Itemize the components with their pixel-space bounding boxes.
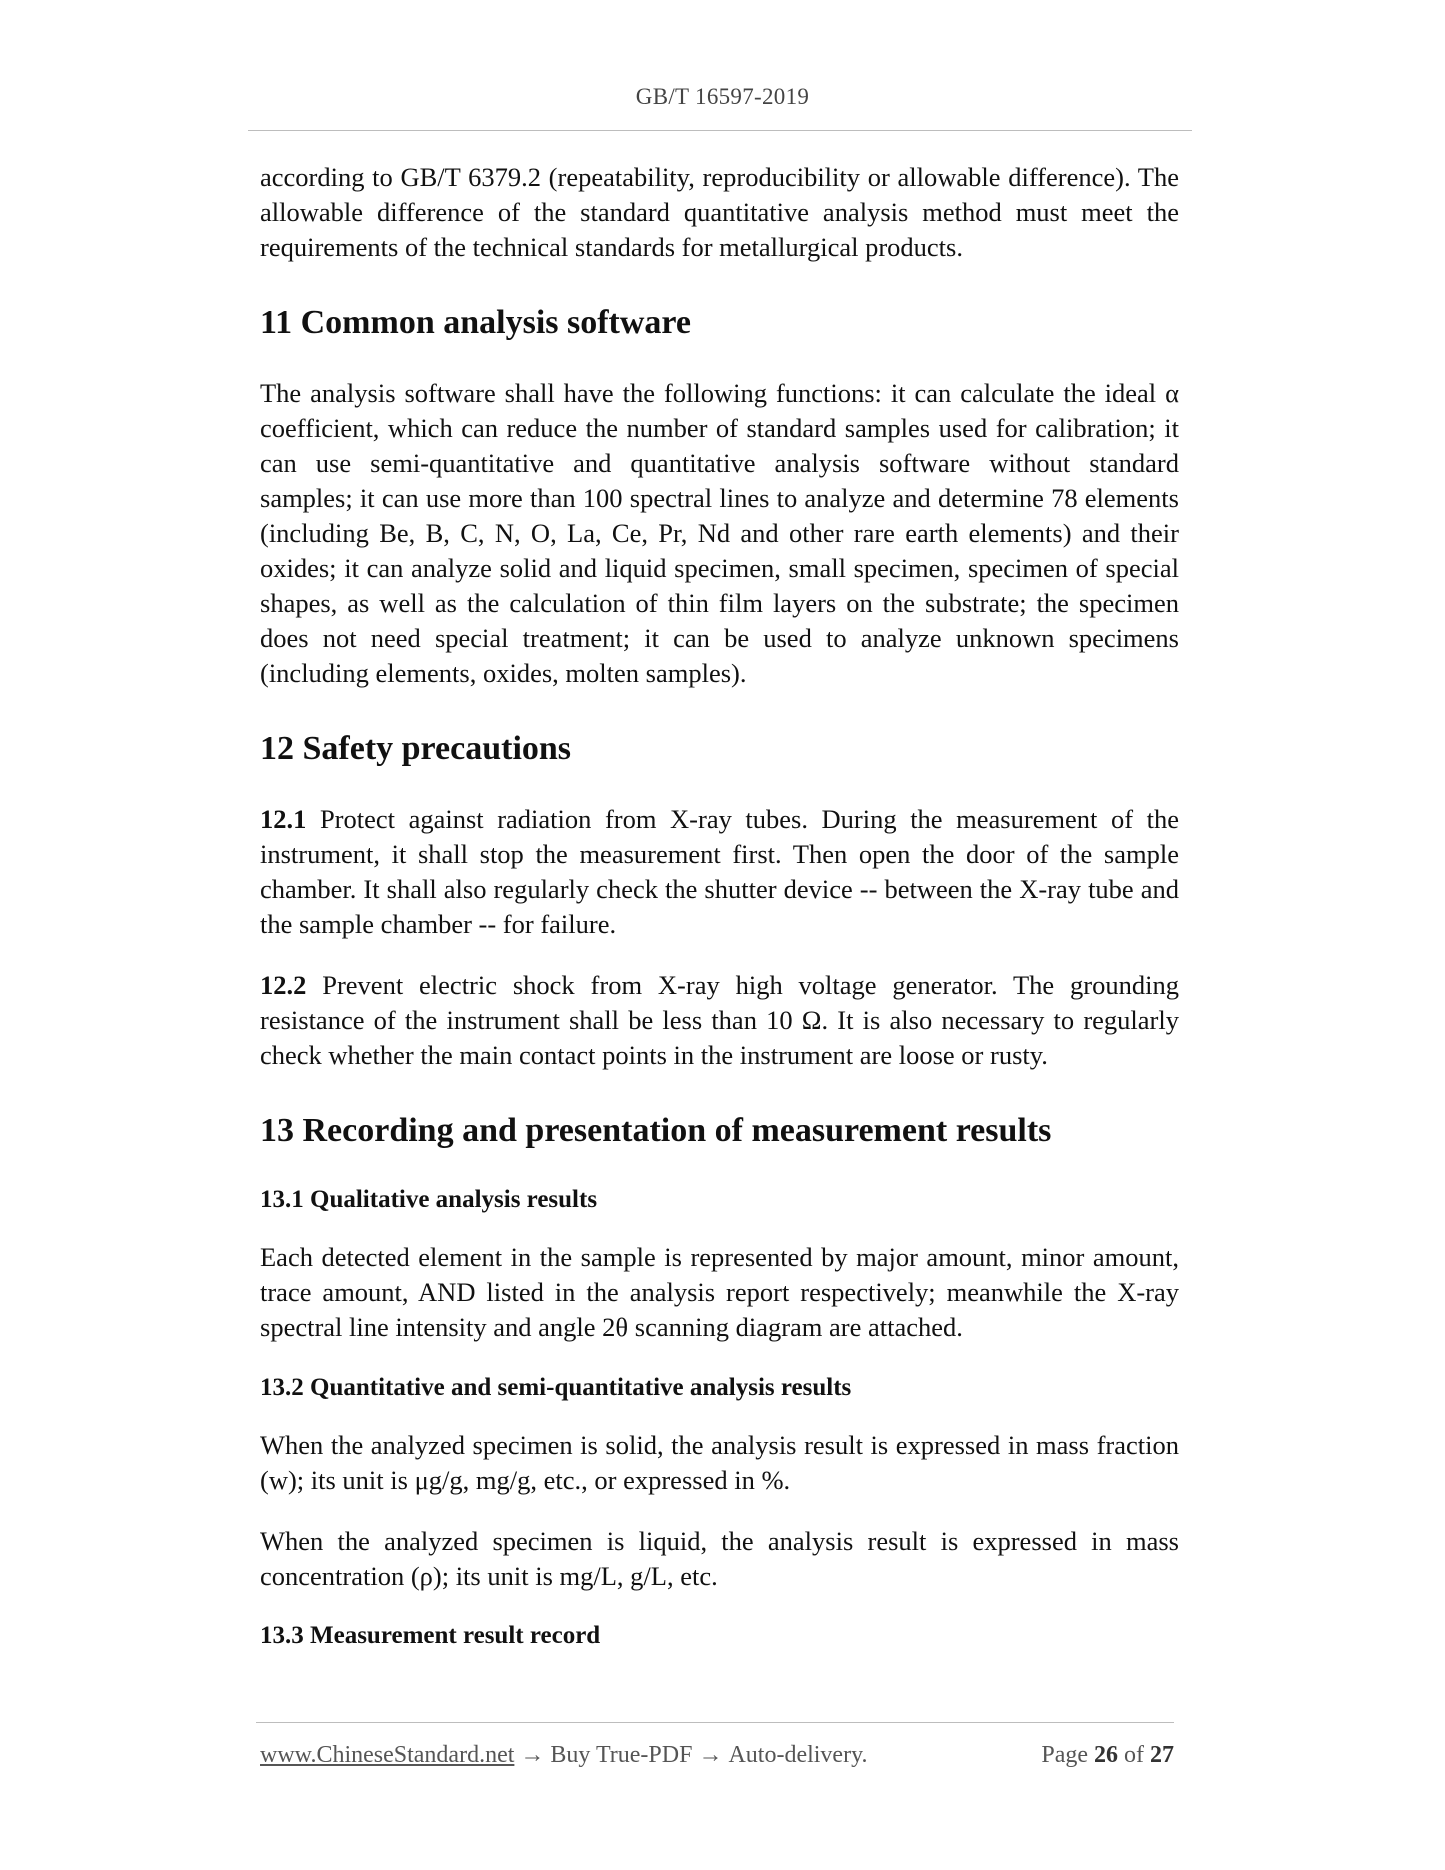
auto-delivery-text: Auto-delivery. — [728, 1742, 868, 1768]
page-total: 27 — [1150, 1742, 1174, 1768]
subsection-13-1-heading: 13.1 Qualitative analysis results — [260, 1186, 598, 1213]
clause-12-1-number: 12.1 — [260, 804, 307, 834]
subsection-13-2-solid-paragraph: When the analyzed specimen is solid, the analysis result is expressed in mass fraction (w); its unit is μg/g, mg/g, etc., or expressed in %. — [260, 1430, 1179, 1495]
clause-12-2-number: 12.2 — [260, 970, 307, 1000]
intro-paragraph: according to GB/T 6379.2 (repeatability, reproducibility or allowable difference). The allowable difference of the standard quantitative analysis method must meet the requirements of the technical standards for metallurgical products. — [260, 162, 1179, 262]
footer-promo — [260, 1742, 868, 1769]
clause-12-1-text: Protect against radiation from X-ray tubes. During the measurement of the instrument, it shall stop the measurement first. Then open the door of the sample chamber. It shall also regularly check the shutter device -- between the X-ray tube and the sample chamber -- for failure. — [260, 804, 1179, 939]
clause-12-2-paragraph — [260, 968, 1179, 1073]
section-12-heading: 12 Safety precautions — [260, 730, 572, 767]
header-divider — [248, 130, 1192, 131]
subsection-13-2-heading: 13.2 Quantitative and semi-quantitative analysis results — [260, 1374, 852, 1401]
buy-true-pdf-text: Buy True-PDF — [550, 1742, 693, 1768]
right-arrow-icon: → — [698, 1742, 723, 1768]
section-11-paragraph: The analysis software shall have the following functions: it can calculate the ideal α coefficient, which can reduce the number of standard samples used for calibration; it can use semi-quantitative and quantitative analysis software without standard samples; it can use more than 100 spectral lines to analyze and determine 78 elements (including Be, B, C, N, O, La, Ce, Pr, Nd and other rare earth elements) and their oxides; it can analyze solid and liquid specimen, small specimen, specimen of special shapes, as well as the calculation of thin film layers on the substrate; the specimen does not need special treatment; it can be used to analyze unknown specimens (including elements, oxides, molten samples). — [260, 378, 1179, 688]
page-of-label: of — [1124, 1742, 1144, 1768]
clause-12-2-text: Prevent electric shock from X-ray high voltage generator. The grounding resistance of the instrument shall be less than 10 Ω. It is also necessary to regularly check whether the main contact points in the instrument are loose or rusty. — [260, 970, 1179, 1070]
page-current: 26 — [1094, 1742, 1118, 1768]
document-header-title: GB/T 16597-2019 — [635, 84, 810, 109]
footer-divider — [256, 1722, 1174, 1723]
page-number — [1041, 1742, 1174, 1769]
section-11-heading: 11 Common analysis software — [260, 304, 691, 341]
right-arrow-icon: → — [520, 1742, 545, 1768]
clause-12-1-paragraph — [260, 802, 1179, 942]
subsection-13-2-liquid-paragraph: When the analyzed specimen is liquid, the analysis result is expressed in mass concentration (ρ); its unit is mg/L, g/L, etc. — [260, 1526, 1179, 1591]
page-content — [260, 160, 1179, 1652]
chinesestandard-link[interactable]: www.ChineseStandard.net — [260, 1742, 515, 1768]
page-label: Page — [1041, 1742, 1088, 1768]
page-footer — [260, 1742, 1174, 1776]
section-13-heading: 13 Recording and presentation of measurement results — [260, 1112, 1052, 1149]
subsection-13-3-heading: 13.3 Measurement result record — [260, 1622, 601, 1649]
subsection-13-1-paragraph: Each detected element in the sample is represented by major amount, minor amount, trace amount, AND listed in the analysis report respectively; meanwhile the X-ray spectral line intensity and angle 2θ scanning diagram are attached. — [260, 1242, 1179, 1342]
